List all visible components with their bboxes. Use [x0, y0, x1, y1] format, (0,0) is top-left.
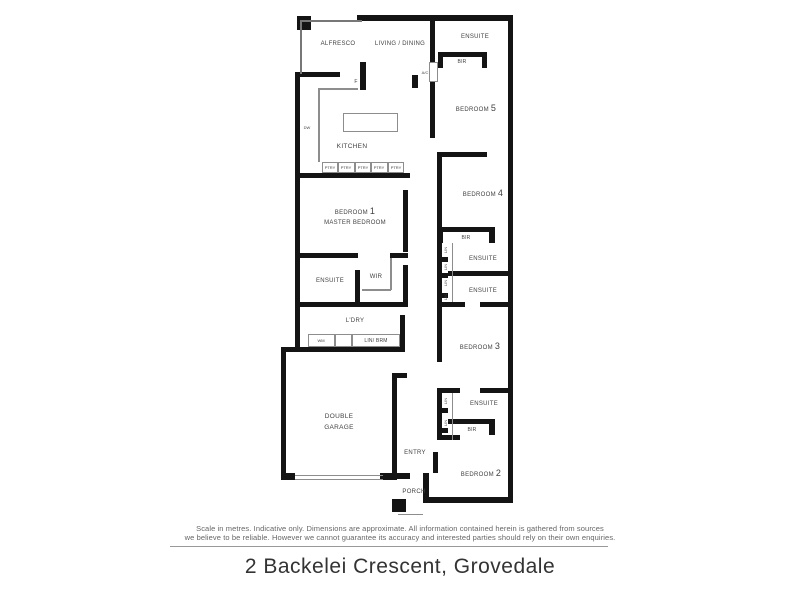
bedroom1-number: 1	[369, 206, 376, 216]
room-label-alfresco: ALFRESCO	[320, 41, 356, 47]
label-pantry: PTRY	[324, 165, 336, 170]
wall	[403, 190, 408, 252]
wall-linen-divider	[437, 428, 448, 433]
label-ac: A/C	[421, 70, 429, 75]
wall-right-outer	[508, 15, 513, 503]
wall	[281, 347, 400, 352]
wall	[403, 265, 408, 307]
wall	[482, 52, 487, 68]
wall-linen-divider	[437, 408, 448, 413]
linen-front-line	[452, 243, 453, 302]
room-label-bedroom2	[461, 470, 501, 478]
wall-left-outer	[295, 72, 300, 352]
wall	[295, 253, 358, 258]
wall	[437, 435, 460, 440]
wall	[430, 20, 435, 62]
kitchen-bench	[318, 88, 320, 162]
wir-robe-outline	[390, 258, 392, 290]
linen-front-line	[452, 393, 453, 440]
room-label-ensuite-bed2: ENSUITE	[469, 401, 499, 407]
room-label-living-dining: LIVING / DINING	[374, 41, 426, 47]
wall	[489, 227, 495, 243]
bedroom4-name: BEDROOM	[462, 192, 496, 198]
wall-linen-divider	[437, 257, 448, 262]
kitchen-bench	[318, 88, 358, 90]
wall	[437, 227, 443, 243]
bedroom1-name: BEDROOM	[334, 210, 368, 216]
label-linen: LIN	[443, 293, 448, 301]
porch-edge	[398, 514, 423, 515]
wall-porch-pillar	[392, 499, 406, 512]
label-pantry: PTRY	[390, 165, 402, 170]
wall	[300, 173, 410, 178]
label-pantry: PTRY	[373, 165, 385, 170]
room-label-bedroom1	[335, 208, 375, 216]
room-label-garage-line2: GARAGE	[324, 424, 354, 431]
garage-door	[295, 475, 383, 476]
room-label-garage-line1: DOUBLE	[324, 413, 354, 420]
room-label-bedroom3	[460, 343, 500, 351]
room-label-bedroom4	[463, 190, 503, 198]
room-label-master-bedroom: MASTER BEDROOM	[324, 220, 386, 226]
wall	[437, 15, 513, 21]
wall	[295, 302, 408, 307]
room-label-ensuite-a: ENSUITE	[468, 256, 498, 262]
bedroom3-name: BEDROOM	[459, 345, 493, 351]
label-linen-broom: LIN/ BRM	[364, 338, 388, 344]
label-linen: LIN	[443, 263, 448, 271]
wall-bir-bed5	[438, 52, 487, 57]
room-label-porch: PORCH	[402, 489, 426, 495]
bedroom2-name: BEDROOM	[460, 472, 494, 478]
label-washing-machine: WM	[317, 338, 325, 343]
wall-garage-left	[281, 347, 286, 480]
room-label-entry: ENTRY	[404, 450, 426, 456]
label-fridge: F	[354, 79, 358, 85]
wall	[430, 82, 435, 138]
alfresco-outline	[300, 20, 302, 74]
wall	[437, 152, 487, 157]
room-label-wir: WIR	[369, 274, 383, 280]
label-linen: LIN	[443, 397, 448, 405]
wall	[400, 315, 405, 352]
label-linen: LIN	[443, 246, 448, 254]
address-title: 2 Backelei Crescent, Grovedale	[244, 555, 556, 578]
room-label-ensuite-master: ENSUITE	[315, 278, 345, 284]
room-label-bedroom5	[456, 105, 496, 113]
wall	[392, 373, 397, 473]
alfresco-outline	[300, 20, 362, 22]
bedroom5-name: BEDROOM	[455, 107, 489, 113]
label-dishwasher: DW	[303, 125, 311, 130]
disclaimer-line2: we believe to be reliable. However we cannot guarantee its accuracy and interested parties should rely on their own enquiries.	[184, 533, 616, 542]
wall	[448, 271, 513, 276]
wall	[423, 497, 513, 503]
bedroom2-number: 2	[495, 468, 502, 478]
room-label-ensuite-b: ENSUITE	[468, 288, 498, 294]
label-bir-bed2: BIR	[467, 427, 477, 433]
wall	[357, 15, 440, 21]
wall	[480, 388, 513, 393]
label-bir-bed5: BIR	[457, 59, 467, 65]
kitchen-island	[343, 113, 398, 132]
wall	[437, 157, 442, 227]
wall-linen-divider	[437, 273, 448, 278]
wall	[390, 253, 408, 258]
wall	[438, 52, 443, 68]
room-label-kitchen: KITCHEN	[336, 143, 368, 150]
wall	[360, 62, 366, 90]
wall-bir-bed2	[448, 419, 495, 424]
wall	[412, 75, 418, 88]
footer-divider	[170, 546, 608, 547]
wall-bir-bed4	[443, 227, 495, 232]
label-pantry: PTRY	[357, 165, 369, 170]
wall	[480, 302, 513, 307]
room-label-ensuite-bed5: ENSUITE	[460, 34, 490, 40]
wall	[433, 452, 438, 473]
laundry-cupboard	[335, 334, 352, 347]
bedroom3-number: 3	[494, 341, 501, 351]
garage-door	[295, 479, 383, 480]
label-bir-bed4: BIR	[461, 235, 471, 241]
disclaimer-line1: Scale in metres. Indicative only. Dimensions are approximate. All information contained herein is gathered from sources	[196, 524, 604, 533]
bedroom4-number: 4	[497, 188, 504, 198]
label-pantry: PTRY	[340, 165, 352, 170]
wall	[281, 473, 295, 480]
room-label-laundry: L'DRY	[345, 318, 365, 324]
wall	[489, 419, 495, 435]
ac-unit	[429, 62, 438, 82]
bedroom5-number: 5	[490, 103, 497, 113]
wir-robe-outline	[362, 289, 391, 291]
wall	[397, 473, 410, 479]
label-linen: LIN	[443, 279, 448, 287]
wall	[392, 373, 407, 378]
wall	[437, 307, 442, 362]
label-linen: LIN	[443, 419, 448, 427]
